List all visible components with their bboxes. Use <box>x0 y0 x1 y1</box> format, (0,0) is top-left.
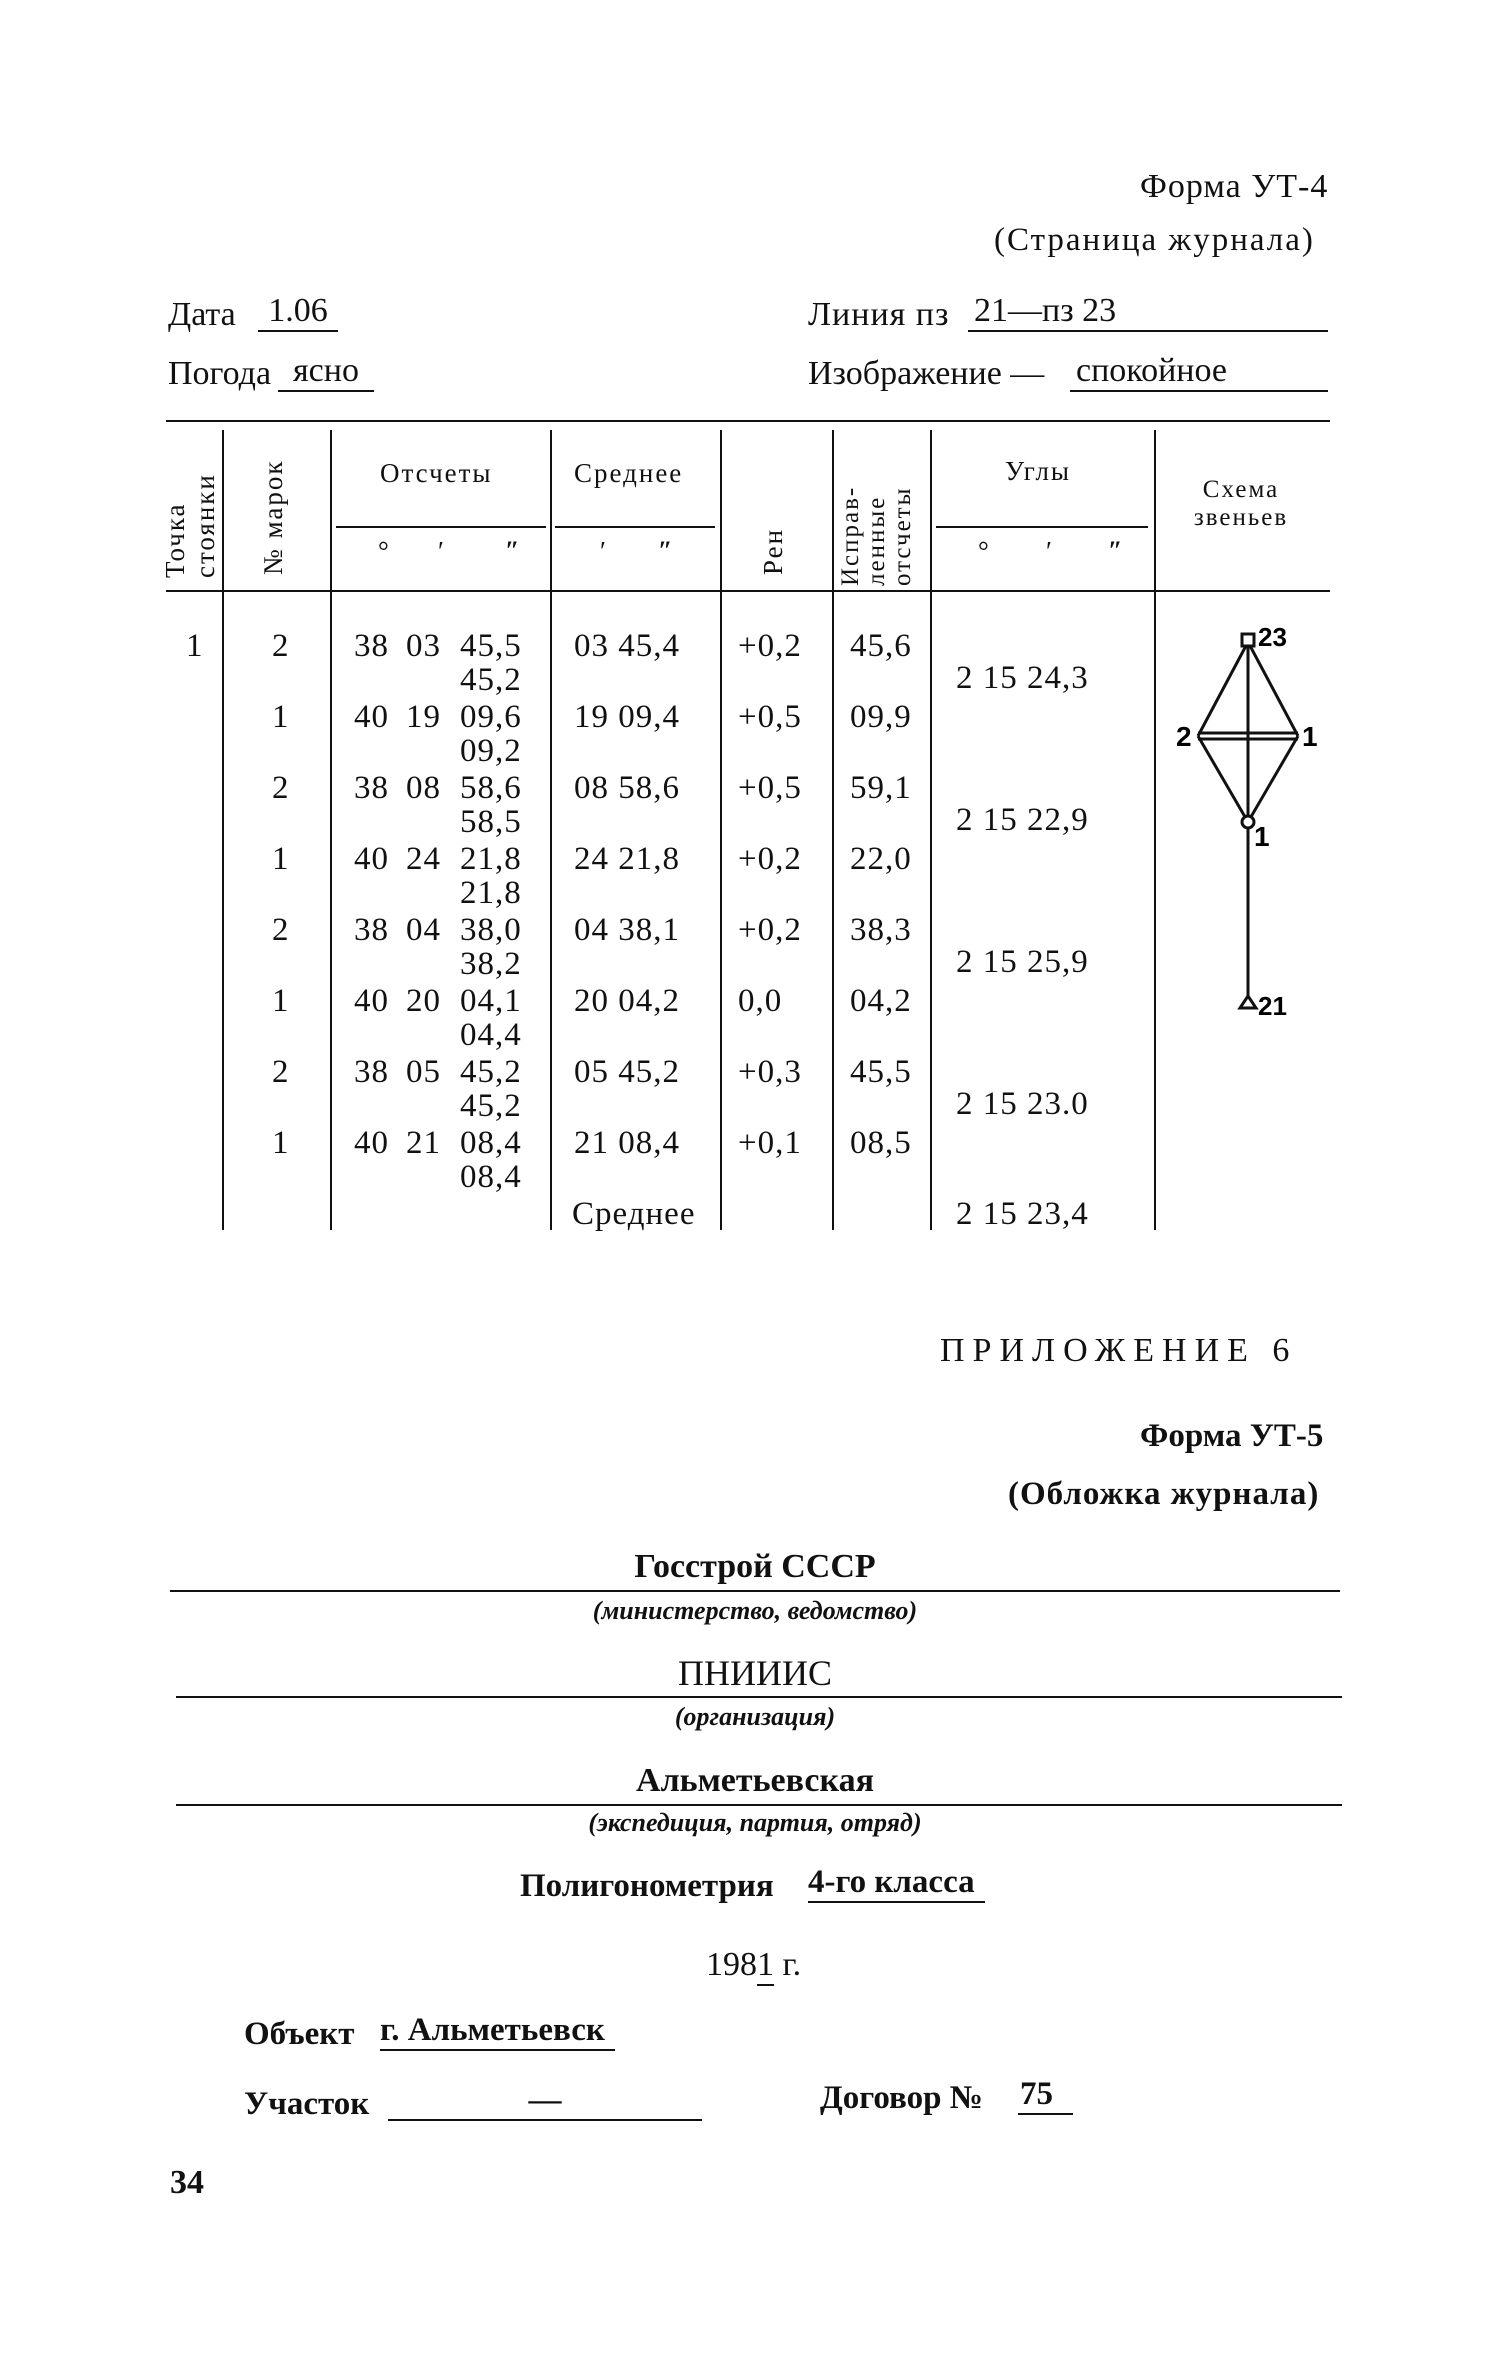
mark-number: 2 <box>272 628 290 664</box>
line-value: 21—пз 23 <box>968 292 1328 332</box>
col-header-scheme: Схема звеньев <box>1193 476 1289 531</box>
reading-sec: 58,6 <box>460 770 522 806</box>
corrected-value: 38,3 <box>850 912 912 948</box>
reading-min: 21 <box>406 1125 441 1161</box>
col-rule-5 <box>832 430 834 1230</box>
scheme-label-right: 1 <box>1302 721 1318 752</box>
section-label: Участок <box>244 2086 370 2122</box>
reading-min: 04 <box>406 912 441 948</box>
date-label: Дата <box>168 296 236 333</box>
section-value: — <box>388 2082 702 2121</box>
year-digit: 1 <box>757 1946 774 1986</box>
readings-unit-deg: ° <box>378 536 391 566</box>
mark-number: 2 <box>272 1054 290 1090</box>
col-rule-6 <box>930 430 932 1230</box>
angles-unit-min: ′ <box>1046 536 1054 566</box>
contract-label: Договор № <box>820 2080 983 2116</box>
col-header-ren: Рен <box>758 527 788 575</box>
reading-deg: 38 <box>354 912 389 948</box>
mean-angle: 2 15 23,4 <box>956 1196 1089 1232</box>
readings-subheader-rule <box>336 526 546 528</box>
object-value: г. Альметьевск <box>380 2012 615 2051</box>
mean-subheader-rule <box>555 526 715 528</box>
contract-value: 75 <box>1018 2076 1073 2115</box>
org-rule <box>176 1696 1342 1698</box>
mean-value: 19 09,4 <box>574 699 680 735</box>
col-rule-2 <box>330 430 332 1230</box>
reading-sec: 45,5 <box>460 628 522 664</box>
readings-unit-min: ′ <box>438 536 446 566</box>
reading-deg: 38 <box>354 628 389 664</box>
reading-sec: 08,4 <box>460 1125 522 1161</box>
col-header-angles: Углы <box>1005 456 1072 486</box>
reading-min: 20 <box>406 983 441 1019</box>
station-number: 1 <box>186 628 204 664</box>
scheme-label-top: 23 <box>1258 622 1287 652</box>
reading-min: 05 <box>406 1054 441 1090</box>
mean-value: 20 04,2 <box>574 983 680 1019</box>
corrected-value: 04,2 <box>850 983 912 1019</box>
reading-sec: 04,1 <box>460 983 522 1019</box>
form-code: Форма УТ-4 <box>1140 168 1329 205</box>
expedition-rule <box>176 1804 1342 1806</box>
col-rule-4 <box>720 430 722 1230</box>
col-header-mark: № марок <box>258 459 288 575</box>
weather-label: Погода <box>168 355 272 392</box>
angle-value: 2 15 24,3 <box>956 660 1089 696</box>
readings-unit-sec: ″ <box>505 536 522 565</box>
ren-value: +0,5 <box>738 770 802 806</box>
corrected-value: 45,5 <box>850 1054 912 1090</box>
col-header-corrected: Исправ-ленные отсчеты <box>837 485 916 586</box>
reading-sec-repeat: 04,4 <box>460 1017 522 1053</box>
col-header-readings: Отсчеты <box>380 458 493 488</box>
mean-value: 24 21,8 <box>574 841 680 877</box>
table-top-rule <box>166 420 1330 422</box>
ren-value: +0,1 <box>738 1125 802 1161</box>
polygonometry-label: Полигонометрия <box>520 1868 774 1904</box>
mark-number: 2 <box>272 770 290 806</box>
image-label: Изображение — <box>808 355 1045 392</box>
reading-sec-repeat: 45,2 <box>460 662 522 698</box>
reading-deg: 40 <box>354 699 389 735</box>
corrected-value: 45,6 <box>850 628 912 664</box>
mark-number: 1 <box>272 841 290 877</box>
year-prefix: 198 <box>706 1946 757 1983</box>
corrected-value: 59,1 <box>850 770 912 806</box>
angles-unit-deg: ° <box>978 536 991 566</box>
ren-value: +0,2 <box>738 912 802 948</box>
ren-value: 0,0 <box>738 983 783 1019</box>
angles-subheader-rule <box>936 526 1148 528</box>
image-value: спокойное <box>1070 352 1328 392</box>
mean-value: 03 45,4 <box>574 628 680 664</box>
reading-min: 19 <box>406 699 441 735</box>
reading-sec: 38,0 <box>460 912 522 948</box>
reading-min: 08 <box>406 770 441 806</box>
mean-value: 08 58,6 <box>574 770 680 806</box>
reading-deg: 38 <box>354 770 389 806</box>
ministry-caption: (министерство, ведомство) <box>592 1596 918 1625</box>
expedition-caption: (экспедиция, партия, отряд) <box>588 1808 922 1837</box>
reading-deg: 40 <box>354 983 389 1019</box>
reading-sec-repeat: 38,2 <box>460 946 522 982</box>
appendix-form-subtitle: (Обложка журнала) <box>1008 1476 1320 1512</box>
reading-sec-repeat: 58,5 <box>460 804 522 840</box>
col-rule-7 <box>1154 430 1156 1230</box>
form-subtitle: (Страница журнала) <box>994 222 1315 258</box>
corrected-value: 22,0 <box>850 841 912 877</box>
weather-value: ясно <box>278 352 374 392</box>
object-label: Объект <box>244 2016 355 2052</box>
appendix-title: ПРИЛОЖЕНИЕ 6 <box>940 1332 1298 1369</box>
reading-min: 03 <box>406 628 441 664</box>
corrected-value: 09,9 <box>850 699 912 735</box>
mark-number: 1 <box>272 983 290 1019</box>
col-rule-1 <box>222 430 224 1230</box>
mark-number: 1 <box>272 1125 290 1161</box>
mark-number: 2 <box>272 912 290 948</box>
mark-number: 1 <box>272 699 290 735</box>
page-number: 34 <box>170 2164 204 2201</box>
year-suffix: г. <box>774 1946 802 1983</box>
ministry-value: Госстрой СССР <box>634 1548 876 1585</box>
ren-value: +0,2 <box>738 841 802 877</box>
org-value: ПНИИИС <box>677 1653 832 1693</box>
ren-value: +0,2 <box>738 628 802 664</box>
date-value: 1.06 <box>258 292 338 332</box>
angles-unit-sec: ″ <box>1108 536 1125 565</box>
angle-value: 2 15 25,9 <box>956 944 1089 980</box>
mean-unit-min: ′ <box>600 536 608 566</box>
reading-deg: 40 <box>354 841 389 877</box>
col-rule-3 <box>550 430 552 1230</box>
col-header-station: Точка стоянки <box>160 473 220 578</box>
reading-deg: 38 <box>354 1054 389 1090</box>
reading-sec-repeat: 08,4 <box>460 1159 522 1195</box>
reading-sec-repeat: 45,2 <box>460 1088 522 1124</box>
expedition-value: Альметьевская <box>636 1762 874 1799</box>
polygonometry-value: 4-го класса <box>808 1864 985 1903</box>
angle-value: 2 15 22,9 <box>956 802 1089 838</box>
mean-value: 21 08,4 <box>574 1125 680 1161</box>
scheme-label-middle: 1 <box>1254 821 1270 852</box>
line-label: Линия пз <box>808 296 950 333</box>
mean-unit-sec: ″ <box>658 536 675 565</box>
reading-sec: 21,8 <box>460 841 522 877</box>
mean-value: 05 45,2 <box>574 1054 680 1090</box>
ministry-rule <box>170 1590 1340 1592</box>
year-line <box>706 1946 801 1986</box>
ren-value: +0,5 <box>738 699 802 735</box>
reading-sec-repeat: 21,8 <box>460 875 522 911</box>
scheme-label-bottom: 21 <box>1258 991 1287 1021</box>
scheme-label-left: 2 <box>1176 721 1192 752</box>
reading-min: 24 <box>406 841 441 877</box>
angle-value: 2 15 23.0 <box>956 1086 1089 1122</box>
link-scheme-diagram <box>1160 610 1330 1030</box>
reading-sec: 45,2 <box>460 1054 522 1090</box>
appendix-form-code: Форма УТ-5 <box>1140 1418 1324 1454</box>
ren-value: +0,3 <box>738 1054 802 1090</box>
col-header-mean: Среднее <box>574 458 684 488</box>
mean-value: 04 38,1 <box>574 912 680 948</box>
org-caption: (организация) <box>674 1702 836 1731</box>
mean-label: Среднее <box>572 1196 696 1232</box>
reading-sec: 09,6 <box>460 699 522 735</box>
reading-sec-repeat: 09,2 <box>460 733 522 769</box>
corrected-value: 08,5 <box>850 1125 912 1161</box>
reading-deg: 40 <box>354 1125 389 1161</box>
